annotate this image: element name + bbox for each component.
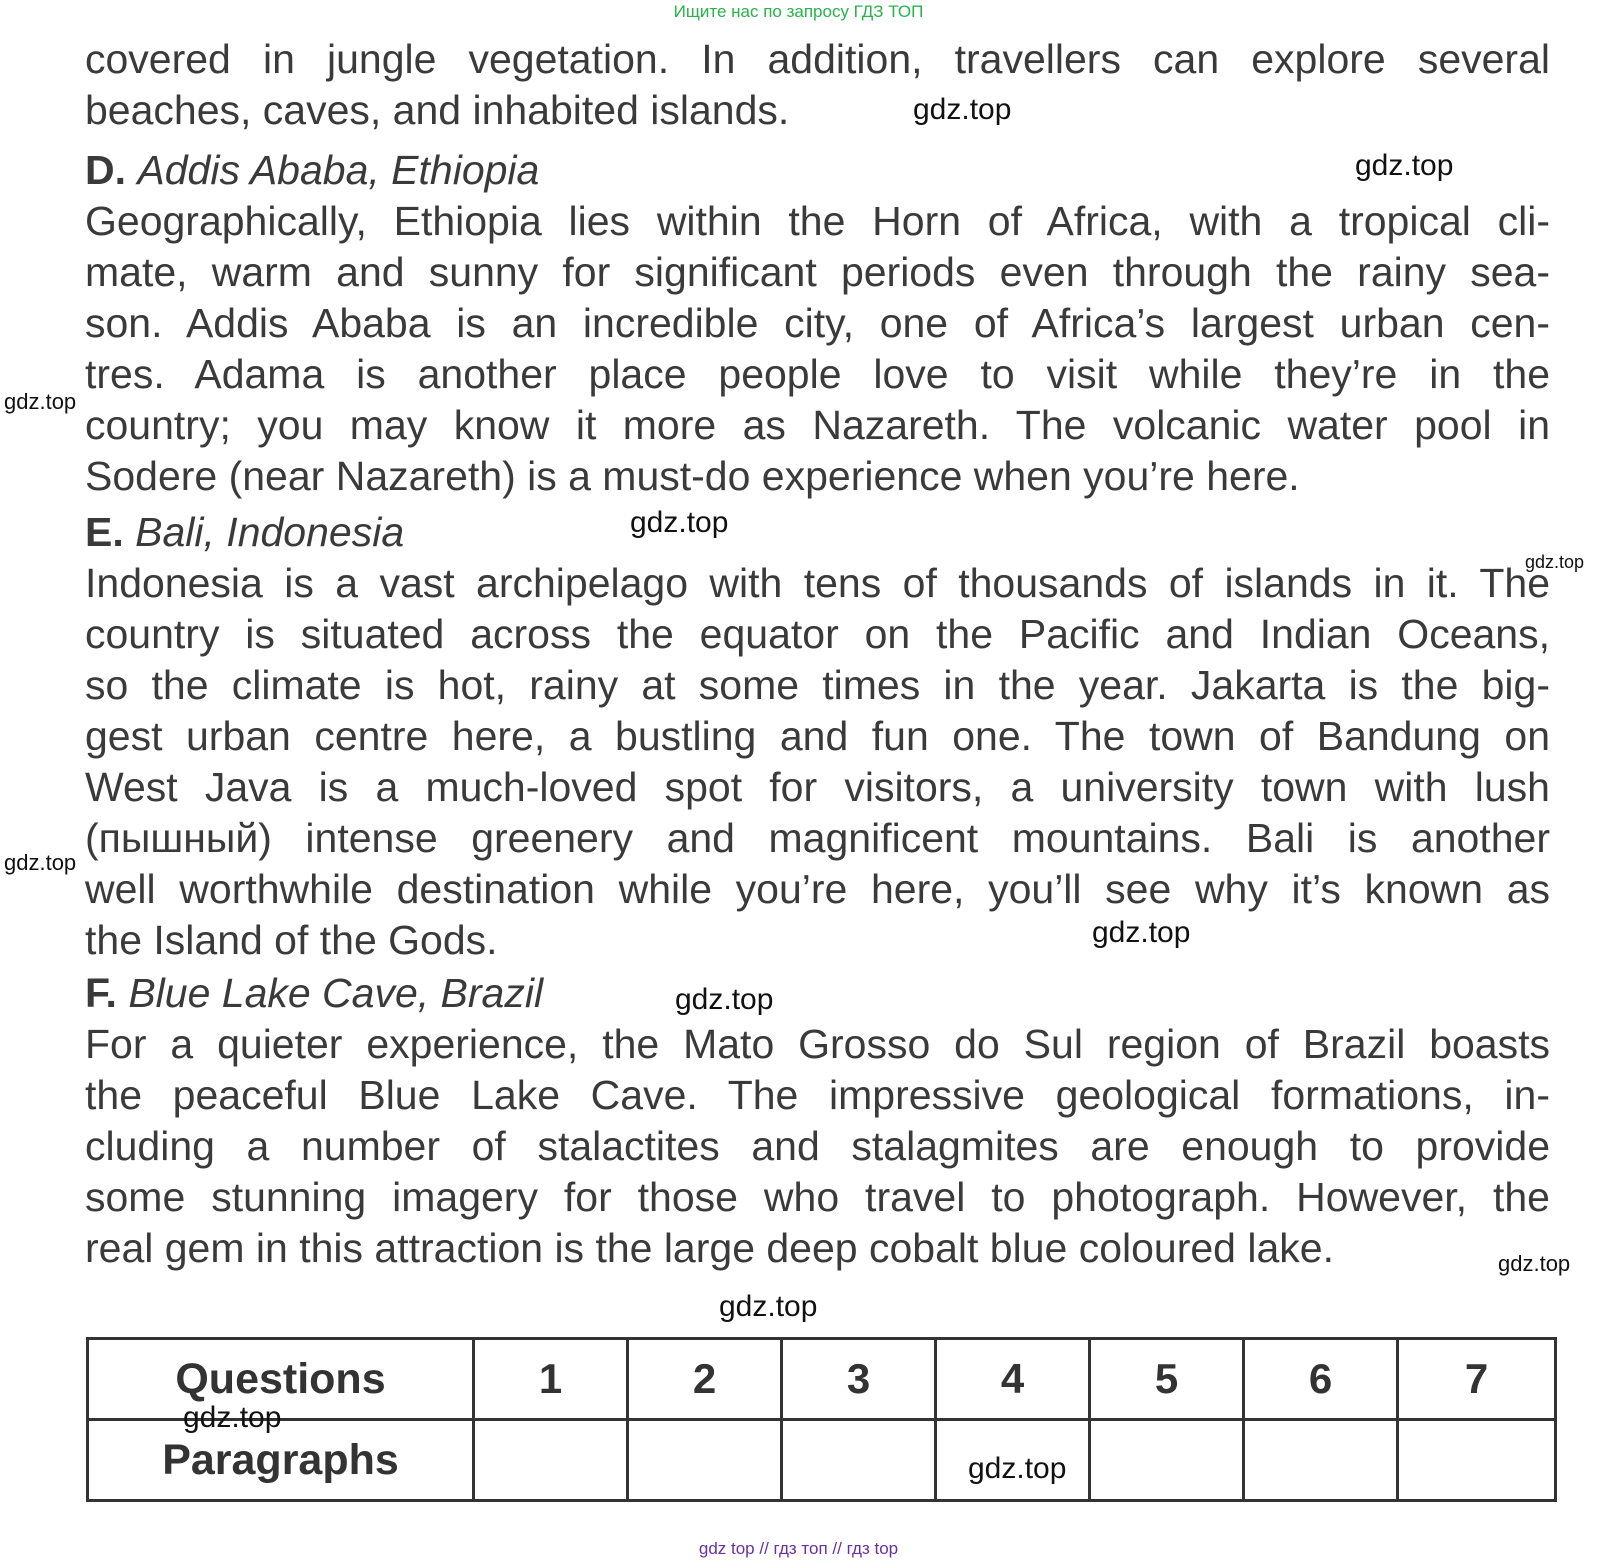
watermark: gdz.top bbox=[675, 983, 774, 1016]
row-label-paragraphs: Paragraphs bbox=[88, 1420, 474, 1501]
question-number: 4 bbox=[936, 1339, 1090, 1420]
watermark: gdz.top bbox=[1525, 552, 1585, 572]
question-number: 2 bbox=[628, 1339, 782, 1420]
text-line: country; you may know it more as Nazareth. The volcanic water pool in bbox=[85, 402, 1550, 448]
section-letter: F. bbox=[85, 970, 117, 1016]
question-number: 5 bbox=[1090, 1339, 1244, 1420]
text-line: cluding a number of stalactites and stalagmites are enough to provide bbox=[85, 1123, 1550, 1169]
section-letter: E. bbox=[85, 509, 124, 555]
question-number: 1 bbox=[474, 1339, 628, 1420]
footer-separator: // bbox=[832, 1539, 842, 1558]
question-number: 3 bbox=[782, 1339, 936, 1420]
text-line: Geographically, Ethiopia lies within the Horn of Africa, with a tropical cli- bbox=[85, 198, 1550, 244]
text-line: Indonesia is a vast archipelago with tens of thousands of islands in it. The bbox=[85, 560, 1550, 606]
watermark: gdz.top bbox=[1355, 149, 1454, 182]
footer-link[interactable]: гдз top bbox=[846, 1539, 899, 1558]
text-line: beaches, caves, and inhabited islands. bbox=[85, 87, 790, 133]
watermark: gdz.top bbox=[913, 93, 1012, 126]
text-line: Sodere (near Nazareth) is a must-do experience when you’re here. bbox=[85, 453, 1300, 499]
footer-link[interactable]: гдз топ bbox=[773, 1539, 828, 1558]
watermark: gdz.top bbox=[4, 850, 77, 875]
text-line: tres. Adama is another place people love to visit while they’re in the bbox=[85, 351, 1550, 397]
footer-link[interactable]: gdz top bbox=[698, 1539, 755, 1558]
section-e bbox=[85, 507, 1550, 966]
watermark: gdz.top bbox=[1092, 916, 1191, 949]
text-line: some stunning imagery for those who travel to photograph. However, the bbox=[85, 1174, 1550, 1220]
answer-cell[interactable] bbox=[1244, 1420, 1398, 1501]
intro-paragraph bbox=[85, 34, 1550, 136]
questions-row bbox=[88, 1339, 1556, 1420]
answer-cell[interactable] bbox=[782, 1420, 936, 1501]
watermark: gdz.top bbox=[968, 1452, 1067, 1485]
text-line: well worthwhile destination while you’re here, you’ll see why it’s known as bbox=[85, 866, 1550, 912]
watermark: gdz.top bbox=[4, 389, 77, 414]
section-place: Addis Ababa, Ethiopia bbox=[137, 147, 540, 193]
text-line: (пышный) intense greenery and magnificent mountains. Bali is another bbox=[85, 815, 1550, 861]
text-line: so the climate is hot, rainy at some times in the year. Jakarta is the big- bbox=[85, 662, 1550, 708]
section-heading bbox=[85, 968, 1550, 1019]
watermark: gdz.top bbox=[183, 1401, 282, 1434]
watermark: gdz.top bbox=[630, 506, 729, 539]
text-line: mate, warm and sunny for significant periods even through the rainy sea- bbox=[85, 249, 1550, 295]
footer-links bbox=[0, 1537, 1597, 1561]
question-number: 6 bbox=[1244, 1339, 1398, 1420]
text-line: For a quieter experience, the Mato Grosso do Sul region of Brazil boasts bbox=[85, 1021, 1550, 1067]
answer-cell[interactable] bbox=[628, 1420, 782, 1501]
section-letter: D. bbox=[85, 147, 126, 193]
text-line: country is situated across the equator on the Pacific and Indian Oceans, bbox=[85, 611, 1550, 657]
section-place: Blue Lake Cave, Brazil bbox=[128, 970, 544, 1016]
section-heading bbox=[85, 507, 1550, 558]
text-line: the Island of the Gods. bbox=[85, 917, 498, 963]
text-line: son. Addis Ababa is an incredible city, one of Africa’s largest urban cen- bbox=[85, 300, 1550, 346]
section-f bbox=[85, 968, 1550, 1274]
text-line: real gem in this attraction is the large deep cobalt blue coloured lake. bbox=[85, 1225, 1334, 1271]
text-line: gest urban centre here, a bustling and fun one. The town of Bandung on bbox=[85, 713, 1550, 759]
answer-cell[interactable] bbox=[474, 1420, 628, 1501]
text-line: the peaceful Blue Lake Cave. The impressive geological formations, in- bbox=[85, 1072, 1550, 1118]
answer-cell[interactable] bbox=[1398, 1420, 1556, 1501]
row-label-questions: Questions bbox=[88, 1339, 474, 1420]
section-heading bbox=[85, 145, 1550, 196]
answer-table bbox=[86, 1337, 1557, 1502]
text-line: covered in jungle vegetation. In addition, travellers can explore several bbox=[85, 36, 1550, 82]
watermark: gdz.top bbox=[719, 1290, 818, 1323]
section-place: Bali, Indonesia bbox=[135, 509, 405, 555]
top-search-banner[interactable]: Ищите нас по запросу ГДЗ ТОП bbox=[673, 2, 924, 21]
text-line: West Java is a much-loved spot for visitors, a university town with lush bbox=[85, 764, 1550, 810]
answer-cell[interactable] bbox=[1090, 1420, 1244, 1501]
footer-separator: // bbox=[759, 1539, 769, 1558]
section-d bbox=[85, 145, 1550, 502]
watermark: gdz.top bbox=[1498, 1251, 1571, 1276]
question-number: 7 bbox=[1398, 1339, 1556, 1420]
paragraphs-row bbox=[88, 1420, 1556, 1501]
